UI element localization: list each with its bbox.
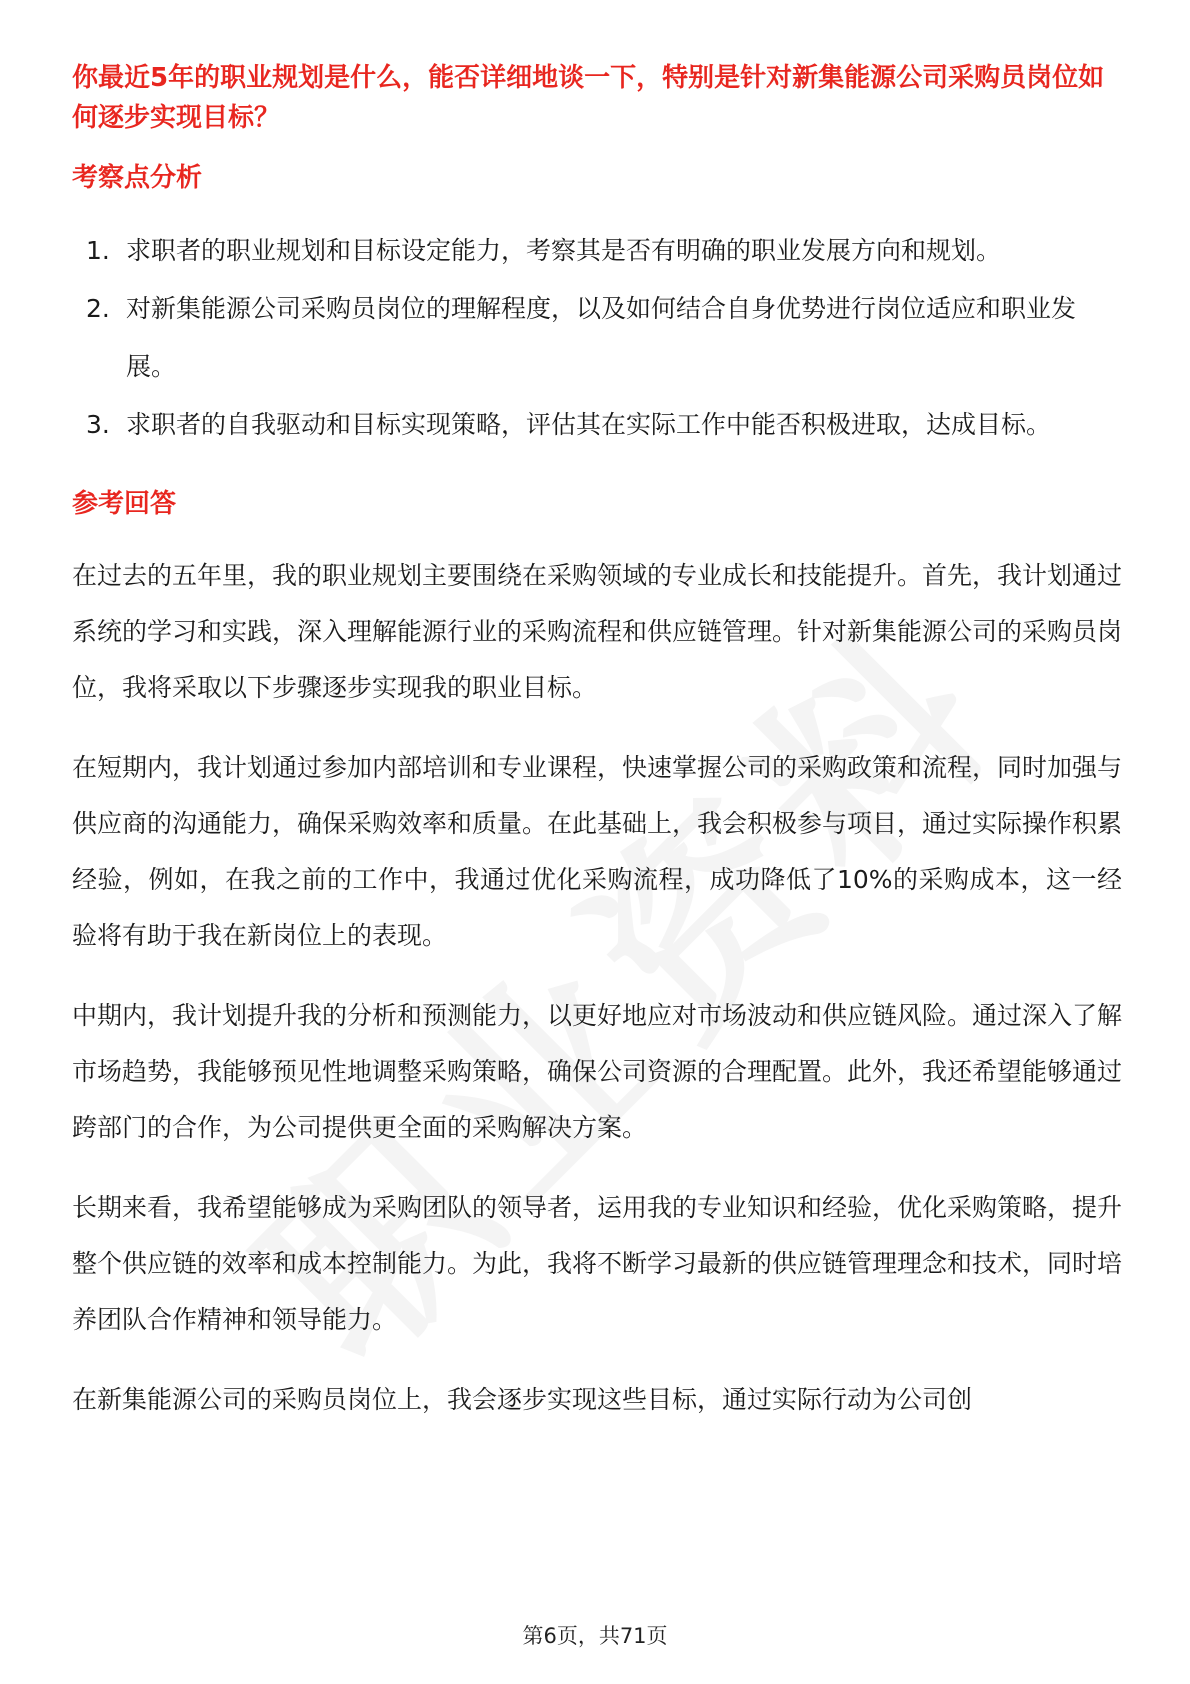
document-content [72,58,1122,1452]
analysis-point-number: 2. [86,294,110,323]
question-title: 你最近5年的职业规划是什么，能否详细地谈一下，特别是针对新集能源公司采购员岗位如何逐步实现目标？ [72,63,1105,133]
answer-heading: 参考回答 [72,489,177,519]
analysis-heading: 考察点分析 [72,163,203,193]
analysis-point-number: 3. [86,410,110,439]
page-footer: 第6页，共71页 [522,1624,668,1648]
analysis-point-number: 1. [86,236,110,265]
answer-paragraph: 长期来看，我希望能够成为采购团队的领导者，运用我的专业知识和经验，优化采购策略，提升整个供应链的效率和成本控制能力。为此，我将不断学习最新的供应链管理理念和技术，同时培养团队合作精神和领导能力。 [72,1193,1123,1334]
answer-paragraph: 在新集能源公司的采购员岗位上，我会逐步实现这些目标，通过实际行动为公司创 [72,1385,973,1414]
answer-paragraph: 在短期内，我计划通过参加内部培训和专业课程，快速掌握公司的采购政策和流程，同时加强与供应商的沟通能力，确保采购效率和质量。在此基础上，我会积极参与项目，通过实际操作积累经验，例如，在我之前的工作中，我通过优化采购流程，成功降低了10%的采购成本，这一经验将有助于我在新岗位上的表现。 [72,753,1123,950]
answer-paragraph: 在过去的五年里，我的职业规划主要围绕在采购领域的专业成长和技能提升。首先，我计划通过系统的学习和实践，深入理解能源行业的采购流程和供应链管理。针对新集能源公司的采购员岗位，我将采取以下步骤逐步实现我的职业目标。 [72,561,1123,702]
analysis-point [72,396,1122,454]
analysis-points-list [72,222,1122,454]
analysis-point [72,280,1122,396]
analysis-point [72,222,1122,280]
analysis-point-text: 对新集能源公司采购员岗位的理解程度，以及如何结合自身优势进行岗位适应和职业发展。 [126,294,1077,381]
answer-paragraph: 中期内，我计划提升我的分析和预测能力，以更好地应对市场波动和供应链风险。通过深入了解市场趋势，我能够预见性地调整采购策略，确保公司资源的合理配置。此外，我还希望能够通过跨部门的合作，为公司提供更全面的采购解决方案。 [72,1001,1123,1142]
analysis-point-text: 求职者的职业规划和目标设定能力，考察其是否有明确的职业发展方向和规划。 [126,236,1002,265]
analysis-point-text: 求职者的自我驱动和目标实现策略，评估其在实际工作中能否积极进取，达成目标。 [126,410,1052,439]
